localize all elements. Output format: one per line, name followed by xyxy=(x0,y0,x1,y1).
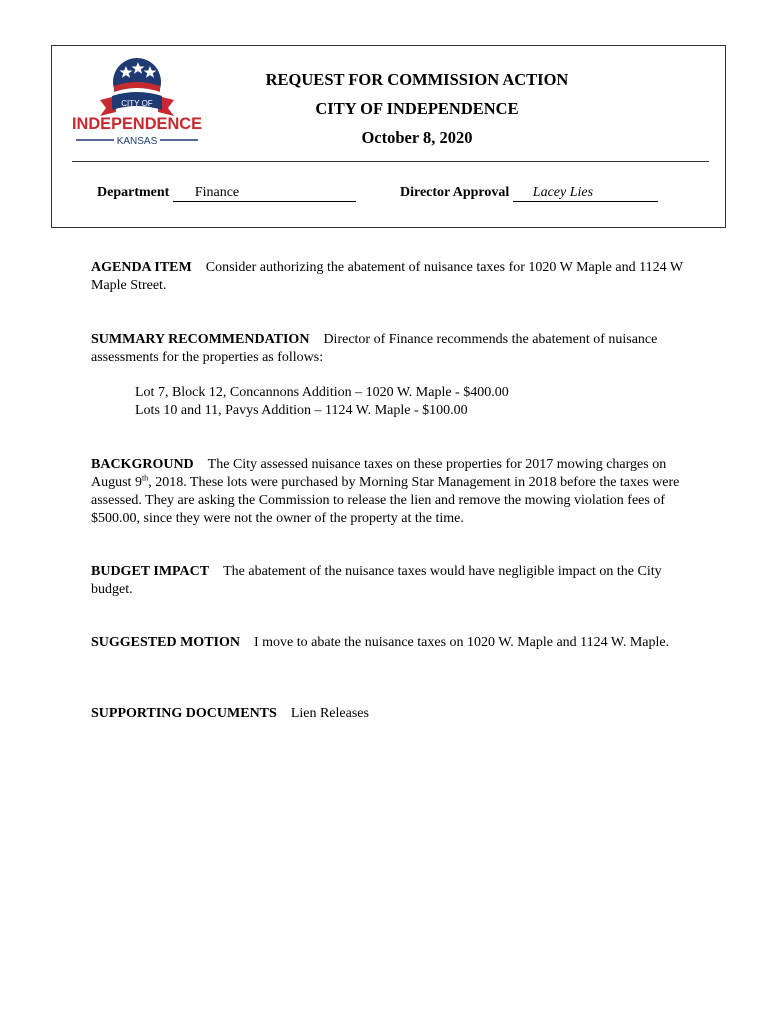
document-title: REQUEST FOR COMMISSION ACTION xyxy=(265,70,569,89)
budget-impact-section xyxy=(91,563,691,599)
agenda-item-section xyxy=(91,259,691,295)
summary-recommendation-label: SUMMARY RECOMMENDATION xyxy=(91,332,310,347)
background-text-part2: , 2018. These lots were purchased by Morning Star Management in 2018 before the taxes were assessed. They are asking the Commission to release the lien and remove the mowing violation fees of $500.00, since they were not the owner of the property at the time. xyxy=(91,475,680,526)
background-superscript: th xyxy=(141,473,149,483)
header-titles xyxy=(242,68,592,155)
department-value: Finance xyxy=(173,184,356,202)
supporting-documents-text: Lien Releases xyxy=(290,706,369,721)
department-field xyxy=(97,183,356,203)
suggested-motion-label: SUGGESTED MOTION xyxy=(91,635,240,650)
meeting-date: October 8, 2020 xyxy=(361,128,473,147)
summary-recommendation-section xyxy=(91,331,691,420)
city-of-independence-logo xyxy=(70,56,205,148)
header-box xyxy=(51,45,726,228)
suggested-motion-section xyxy=(91,634,691,652)
director-approval-label: Director Approval xyxy=(400,185,510,200)
city-name: CITY OF INDEPENDENCE xyxy=(315,99,519,118)
summary-recommendation-text: Director of Finance recommends the abatement of nuisance assessments for the properties as follows: xyxy=(91,332,658,365)
director-approval-field xyxy=(400,183,658,203)
budget-impact-text: The abatement of the nuisance taxes would have negligible impact on the City budget. xyxy=(91,564,662,597)
logo-text-independence: INDEPENDENCE xyxy=(72,114,202,133)
supporting-documents-section xyxy=(91,705,691,723)
department-label: Department xyxy=(97,185,170,200)
agenda-item-text: Consider authorizing the abatement of nuisance taxes for 1020 W Maple and 1124 W Maple Street. xyxy=(91,260,683,293)
header-divider xyxy=(72,161,709,162)
list-item: Lot 7, Block 12, Concannons Addition – 1020 W. Maple - $400.00 xyxy=(135,385,509,400)
agenda-item-label: AGENDA ITEM xyxy=(91,260,192,275)
suggested-motion-text: I move to abate the nuisance taxes on 1020 W. Maple and 1124 W. Maple. xyxy=(253,635,670,650)
logo-text-kansas: KANSAS xyxy=(116,136,158,147)
property-list xyxy=(91,384,691,420)
list-item: Lots 10 and 11, Pavys Addition – 1124 W. Maple - $100.00 xyxy=(135,403,468,418)
supporting-documents-label: SUPPORTING DOCUMENTS xyxy=(91,706,277,721)
budget-impact-label: BUDGET IMPACT xyxy=(91,564,210,579)
background-label: BACKGROUND xyxy=(91,457,194,472)
logo-text-city-of: CITY OF xyxy=(121,99,153,108)
director-approval-signature: Lacey Lies xyxy=(513,184,658,202)
background-section xyxy=(91,456,691,528)
background-text-part1: The City assessed nuisance taxes on these properties for 2017 mowing charges on August 9 xyxy=(91,457,667,490)
